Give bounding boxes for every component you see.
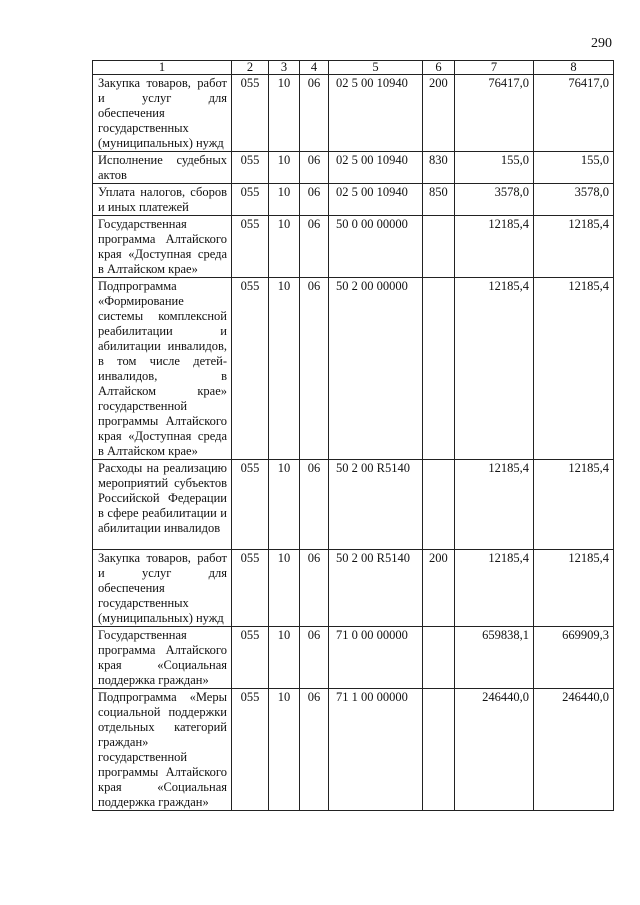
table-row <box>93 550 614 627</box>
subsection-code: 06 <box>300 460 329 550</box>
target-code: 02 5 00 10940 <box>329 184 423 216</box>
table-row <box>93 216 614 278</box>
header-row <box>93 61 614 75</box>
column-header: 8 <box>534 61 614 75</box>
column-header: 5 <box>329 61 423 75</box>
page-number: 290 <box>591 36 612 51</box>
section-code: 10 <box>269 550 300 627</box>
row-name: Государственная программа Алтайского края «Доступная среда в Алтайском крае» <box>93 216 232 278</box>
value-col8: 76417,0 <box>534 75 614 152</box>
ministry-code: 055 <box>232 460 269 550</box>
row-name: Закупка товаров, работ и услуг для обеспечения государственных (муниципальных) нужд <box>93 550 232 627</box>
table-row <box>93 184 614 216</box>
section-code: 10 <box>269 184 300 216</box>
expense-type: 850 <box>423 184 455 216</box>
expense-type <box>423 627 455 689</box>
value-col7: 76417,0 <box>455 75 534 152</box>
table-row <box>93 689 614 811</box>
column-header: 2 <box>232 61 269 75</box>
row-name: Исполнение судебных актов <box>93 152 232 184</box>
value-col8: 155,0 <box>534 152 614 184</box>
expense-type <box>423 689 455 811</box>
ministry-code: 055 <box>232 689 269 811</box>
row-name: Государственная программа Алтайского края «Социальная поддержка граждан» <box>93 627 232 689</box>
value-col8: 246440,0 <box>534 689 614 811</box>
table-row <box>93 152 614 184</box>
subsection-code: 06 <box>300 75 329 152</box>
value-col8: 12185,4 <box>534 550 614 627</box>
value-col7: 12185,4 <box>455 216 534 278</box>
value-col7: 155,0 <box>455 152 534 184</box>
target-code: 71 1 00 00000 <box>329 689 423 811</box>
expense-type: 200 <box>423 75 455 152</box>
value-col8: 12185,4 <box>534 216 614 278</box>
section-code: 10 <box>269 216 300 278</box>
ministry-code: 055 <box>232 216 269 278</box>
subsection-code: 06 <box>300 689 329 811</box>
value-col7: 3578,0 <box>455 184 534 216</box>
target-code: 02 5 00 10940 <box>329 75 423 152</box>
column-header: 4 <box>300 61 329 75</box>
target-code: 50 2 00 00000 <box>329 278 423 460</box>
value-col8: 12185,4 <box>534 460 614 550</box>
subsection-code: 06 <box>300 152 329 184</box>
ministry-code: 055 <box>232 75 269 152</box>
value-col7: 659838,1 <box>455 627 534 689</box>
table-row <box>93 627 614 689</box>
ministry-code: 055 <box>232 278 269 460</box>
section-code: 10 <box>269 152 300 184</box>
target-code: 50 0 00 00000 <box>329 216 423 278</box>
expense-type <box>423 460 455 550</box>
value-col7: 12185,4 <box>455 550 534 627</box>
value-col8: 3578,0 <box>534 184 614 216</box>
ministry-code: 055 <box>232 152 269 184</box>
row-name: Уплата налогов, сборов и иных платежей <box>93 184 232 216</box>
ministry-code: 055 <box>232 627 269 689</box>
subsection-code: 06 <box>300 184 329 216</box>
expense-type <box>423 216 455 278</box>
target-code: 50 2 00 R5140 <box>329 460 423 550</box>
row-name: Расходы на реализацию мероприятий субъектов Российской Федерации в сфере реабилитации и абилитации инвалидов <box>93 460 232 550</box>
expense-type: 830 <box>423 152 455 184</box>
subsection-code: 06 <box>300 278 329 460</box>
expense-type <box>423 278 455 460</box>
target-code: 50 2 00 R5140 <box>329 550 423 627</box>
value-col7: 12185,4 <box>455 460 534 550</box>
ministry-code: 055 <box>232 184 269 216</box>
table-row <box>93 278 614 460</box>
section-code: 10 <box>269 689 300 811</box>
target-code: 02 5 00 10940 <box>329 152 423 184</box>
column-header: 1 <box>93 61 232 75</box>
table-row <box>93 460 614 550</box>
row-name: Подпрограмма «Меры социальной поддержки отдельных категорий граждан» государственной программы Алтайского края «Социальная поддержка граждан» <box>93 689 232 811</box>
budget-table <box>92 60 614 811</box>
column-header: 6 <box>423 61 455 75</box>
section-code: 10 <box>269 460 300 550</box>
ministry-code: 055 <box>232 550 269 627</box>
value-col7: 246440,0 <box>455 689 534 811</box>
row-name: Подпрограмма «Формирование системы комплексной реабилитации и абилитации инвалидов, в том числе детей-инвалидов, в Алтайском крае» государственной программы Алтайского края «Доступная среда в Алтайском крае» <box>93 278 232 460</box>
row-name: Закупка товаров, работ и услуг для обеспечения государственных (муниципальных) нужд <box>93 75 232 152</box>
column-header: 3 <box>269 61 300 75</box>
subsection-code: 06 <box>300 627 329 689</box>
table-row <box>93 75 614 152</box>
expense-type: 200 <box>423 550 455 627</box>
value-col8: 669909,3 <box>534 627 614 689</box>
value-col8: 12185,4 <box>534 278 614 460</box>
subsection-code: 06 <box>300 216 329 278</box>
column-header: 7 <box>455 61 534 75</box>
section-code: 10 <box>269 627 300 689</box>
target-code: 71 0 00 00000 <box>329 627 423 689</box>
section-code: 10 <box>269 278 300 460</box>
subsection-code: 06 <box>300 550 329 627</box>
value-col7: 12185,4 <box>455 278 534 460</box>
section-code: 10 <box>269 75 300 152</box>
